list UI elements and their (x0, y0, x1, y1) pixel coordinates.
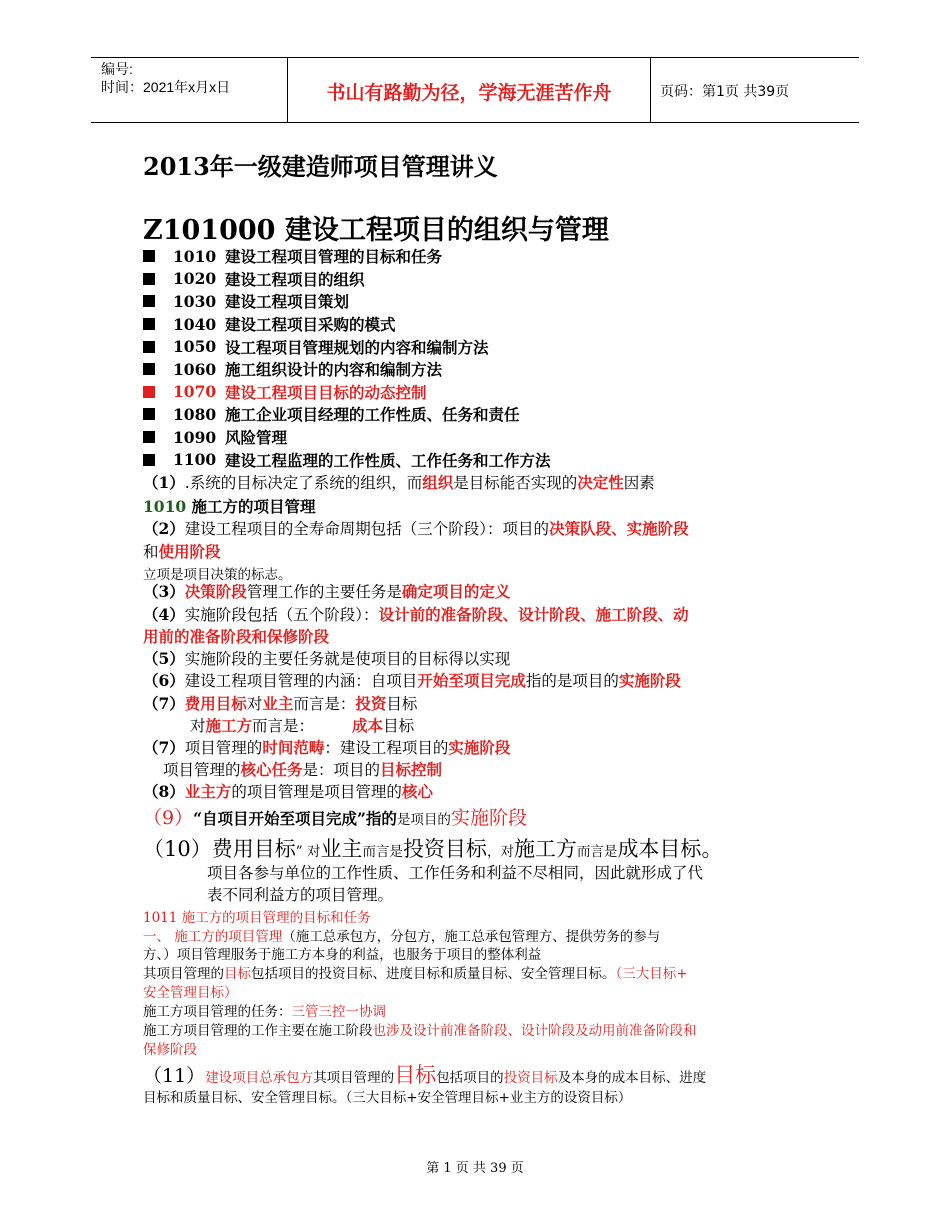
paragraph-continued: 项目管理的核心任务是：项目的目标控制 (163, 760, 443, 779)
toc-item: 1090 风险管理 (143, 426, 551, 449)
toc-item: 1060 施工组织设计的内容和编制方法 (143, 358, 551, 381)
header-bottom-rule (91, 122, 859, 123)
paragraph: （10）费用目标” 对业主而言是投资目标，对施工方而言是成本目标。 (143, 837, 723, 861)
paragraph: （8）业主方的项目管理是项目管理的核心 (143, 782, 433, 801)
toc-item: 1050 设工程项目管理规划的内容和编制方法 (143, 335, 551, 358)
toc-item: 1010 建设工程项目管理的目标和任务 (143, 245, 551, 268)
header-top-rule (91, 57, 859, 58)
paragraph: （2）建设工程项目的全寿命周期包括（三个阶段）：项目的决策队段、实施阶段 (143, 519, 689, 538)
paragraph: （7）项目管理的时间范畴：建设工程项目的实施阶段 (143, 738, 511, 757)
bullet-square-icon (143, 408, 155, 420)
paragraph-continued: 表不同利益方的项目管理。 (207, 886, 394, 904)
paragraph: （1）.系统的目标决定了系统的组织，而组织是目标能否实现的决定性因素 (143, 473, 655, 492)
paragraph-continued: 方、）项目管理服务于施工方本身的利益，也服务于项目的整体利益 (143, 947, 542, 963)
header-page-info: 页码：第1页 共39页 (660, 84, 790, 100)
page-footer: 第 1 页 共 39 页 (426, 1161, 524, 1176)
paragraph: （3）决策阶段管理工作的主要任务是确定项目的定义 (143, 582, 511, 601)
paragraph: 施工方项目管理的工作主要在施工阶段也涉及设计前准备阶段、设计阶段及动用前准备阶段和 (143, 1023, 697, 1039)
section-title: Z101000 建设工程项目的组织与管理 (143, 215, 609, 246)
paragraph-continued: 和使用阶段 (143, 542, 221, 561)
toc-item: 1030 建设工程项目策划 (143, 290, 551, 313)
toc-item: 1080 施工企业项目经理的工作性质、任务和责任 (143, 403, 551, 426)
paragraph: （6）建设工程项目管理的内涵：自项目开始至项目完成指的是项目的实施阶段 (143, 671, 681, 690)
paragraph: （11）建设项目总承包方其项目管理的目标包括项目的投资目标及本身的成本目标、进度 (143, 1063, 707, 1087)
number-label: 编号: (101, 61, 133, 77)
bullet-square-icon (143, 250, 155, 262)
bullet-square-icon (143, 386, 155, 398)
paragraph-continued: 对施工方而言是： 成本目标 (190, 716, 415, 735)
toc-item: 1100 建设工程监理的工作性质、工作任务和工作方法 (143, 448, 551, 471)
toc-item-highlighted: 1070 建设工程项目目标的动态控制 (143, 381, 551, 404)
paragraph-continued: 目标和质量目标、安全管理目标。（三大目标+安全管理目标+业主方的设资目标） (143, 1090, 632, 1106)
bullet-square-icon (143, 363, 155, 375)
subheading: 1010 施工方的项目管理 (143, 497, 316, 516)
time-label: 时间：2021年x月x日 (101, 79, 231, 95)
bullet-square-icon (143, 341, 155, 353)
document-title: 2013年一级建造师项目管理讲义 (143, 152, 498, 181)
paragraph: 施工方项目管理的任务：三管三控一协调 (143, 1004, 386, 1020)
toc-list (143, 245, 551, 471)
paragraph: （7）费用目标对业主而言是：投资目标 (143, 694, 418, 713)
paragraph: 其项目管理的目标包括项目的投资目标、进度目标和质量目标、安全管理目标。（三大目标+ (143, 966, 688, 982)
bullet-square-icon (143, 431, 155, 443)
header-meta (101, 60, 230, 96)
header-motto: 书山有路勤为径，学海无涯苦作舟 (326, 82, 612, 104)
toc-item: 1040 建设工程项目采购的模式 (143, 313, 551, 336)
bullet-square-icon (143, 318, 155, 330)
paragraph-continued: 用前的准备阶段和保修阶段 (143, 627, 330, 646)
paragraph: 一、 施工方的项目管理（施工总承包方，分包方，施工总承包管理方、提供劳务的参与 (143, 929, 661, 945)
paragraph: 立项是项目决策的标志。 (143, 567, 292, 583)
toc-item: 1020 建设工程项目的组织 (143, 268, 551, 291)
paragraph-continued: 保修阶段 (143, 1042, 197, 1058)
paragraph: （4）实施阶段包括（五个阶段）：设计前的准备阶段、设计阶段、施工阶段、动 (143, 605, 689, 624)
subheading: 1011 施工方的项目管理的目标和任务 (143, 910, 371, 926)
bullet-square-icon (143, 295, 155, 307)
bullet-square-icon (143, 454, 155, 466)
paragraph: 项目各参与单位的工作性质、工作任务和利益不尽相同，因此就形成了代 (207, 864, 704, 882)
paragraph: （5）实施阶段的主要任务就是使项目的目标得以实现 (143, 649, 511, 668)
bullet-square-icon (143, 273, 155, 285)
paragraph-continued: 安全管理目标） (143, 985, 238, 1001)
paragraph: （9）“自项目开始至项目完成”指的是项目的实施阶段 (143, 807, 527, 829)
